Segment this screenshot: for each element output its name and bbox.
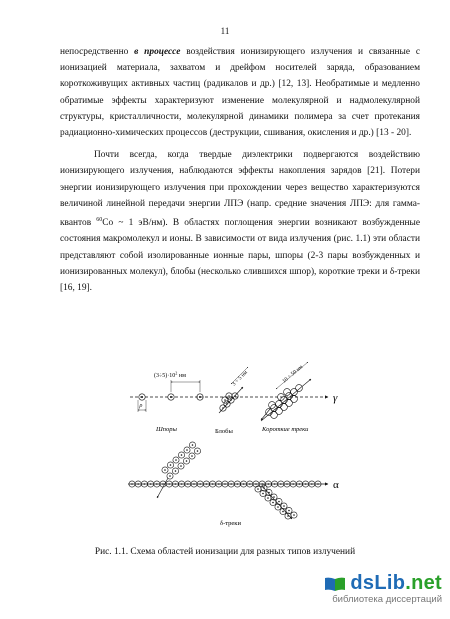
spur-dot: [280, 483, 282, 485]
spurs-label: Шпоры: [156, 426, 177, 433]
spur-dot: [268, 483, 270, 485]
blob-cluster: [219, 367, 249, 413]
spur-dot: [267, 497, 269, 499]
spur-dot: [180, 465, 182, 467]
spur-dot: [206, 483, 208, 485]
watermark-name: dsLib.net: [350, 572, 442, 594]
text-segment: воздействия ионизирующего излучения и связанные с ионизацией материала, захватом и дрейфом носителей заряда, образованием короткоживущих активных частиц (радикалов и др.) [12, 13]. Необратимые и медленно обратимые эффекты характеризуют изменение молекулярной и надмолекулярной структуры, кристалличности, молекулярной динамики полимера за счет протекания радиационно-химических процессов (деструкции, сшивания, окисления и др.) [13 - 20].: [60, 47, 420, 139]
spur-dot: [257, 488, 259, 490]
spur-dot: [150, 483, 152, 485]
watermark-subtitle: библиотека диссертаций: [332, 594, 442, 605]
spur-dot: [156, 483, 158, 485]
delta-tracks-label: δ-треки: [220, 520, 241, 527]
spur-dot: [199, 483, 201, 485]
spur-dot: [255, 483, 257, 485]
gamma-symbol: γ: [333, 392, 338, 404]
spur-dot: [317, 483, 319, 485]
spur-dot: [305, 483, 307, 485]
spur-dot: [192, 444, 194, 446]
spur-dot: [175, 470, 177, 472]
spur-dot: [175, 459, 177, 461]
paragraph-2: [60, 147, 420, 296]
spur-dot: [262, 493, 264, 495]
spur-dot: [186, 449, 188, 451]
spur-dot: [293, 514, 295, 516]
spur-dot: [299, 483, 301, 485]
spur-dot: [191, 455, 193, 457]
spur-dot: [273, 496, 275, 498]
spur-dot: [237, 483, 239, 485]
alpha-symbol: α: [333, 479, 339, 491]
spur-1: [139, 394, 145, 400]
spur-dot: [277, 506, 279, 508]
short-tracks-label: Короткие треки: [262, 426, 309, 433]
spur-dot: [186, 460, 188, 462]
spur-dot: [286, 483, 288, 485]
rho-label: ρ: [139, 403, 143, 409]
spur-dot: [249, 483, 251, 485]
spur-dot: [311, 483, 313, 485]
blob-size-label: 3 ÷ 5 нм: [231, 369, 249, 388]
spur-dot: [187, 483, 189, 485]
spur-dot: [169, 475, 171, 477]
spur-dot: [212, 483, 214, 485]
short-track-arrow: [261, 379, 311, 421]
ionization-figure: [128, 362, 360, 542]
spur-dot: [288, 510, 290, 512]
track-size-label: 10 ÷ 50 нм: [281, 364, 305, 385]
text-segment: непосредственно: [60, 47, 135, 57]
body-text: [60, 44, 420, 296]
text-segment: Co ~ 1 эВ/нм). В областях поглощения энергии возникают возбужденные состояния макромолекул и ионы. В зависимости от вида излучения (рис. 1.1) эти области представляют собой изолированные ионные пары, шпоры (2-3 пары возбужденных и ионизированных молекул), блобы (несколько слившихся шпор), короткие треки и δ-треки [16, 19].: [60, 218, 420, 293]
text-segment: 60: [96, 217, 103, 224]
alpha-row: [128, 442, 339, 527]
spur-dot: [278, 501, 280, 503]
text-segment: в процессе: [134, 47, 181, 57]
spur-dot: [218, 483, 220, 485]
spur-dot: [230, 483, 232, 485]
page-number: 11: [220, 26, 230, 36]
spur-dot: [131, 483, 133, 485]
figure-caption: Рис. 1.1. Схема областей ионизации для разных типов излучений: [94, 547, 356, 557]
spur-dot: [164, 469, 166, 471]
spur-dot: [168, 483, 170, 485]
spacing-label: $(3\div 5)\cdot 10^2$ нм: [154, 370, 186, 379]
spur-dot: [162, 483, 164, 485]
paragraph-1: [60, 44, 420, 141]
spur-dot: [137, 483, 139, 485]
spur-dot: [144, 483, 146, 485]
spur-dot: [272, 502, 274, 504]
dslib-book-icon: [324, 576, 346, 592]
spur-2: [168, 394, 174, 400]
spur-dot: [292, 483, 294, 485]
spur-dot: [283, 505, 285, 507]
spur-dot: [181, 454, 183, 456]
gamma-row: [130, 362, 338, 435]
delta-track-right: [255, 485, 297, 519]
spur-dot: [181, 483, 183, 485]
spur-dot: [175, 483, 177, 485]
spur-dot: [197, 450, 199, 452]
blobs-label: Блобы: [215, 428, 233, 435]
spur-dot: [261, 483, 263, 485]
short-track-cluster: [261, 362, 311, 421]
spur-dot: [274, 483, 276, 485]
spur-dot: [170, 464, 172, 466]
spur-dot: [224, 483, 226, 485]
delta-track-left: [162, 442, 201, 479]
watermark: [272, 572, 442, 605]
delta-right-arrow: [262, 486, 292, 519]
spur-dot: [193, 483, 195, 485]
spur-dot: [243, 483, 245, 485]
text-segment: Почти всегда, когда твердые диэлектрики подвергаются воздействию ионизирующего излучения, наблюдаются эффекты накопления зарядов [21]. Потери энергии ионизирующего излучения при прохождении через вещество характеризуются величиной линейной передачи энергии ЛПЭ (напр. средние значения ЛПЭ: для гамма-квантов: [60, 150, 420, 229]
spur-dot: [282, 511, 284, 513]
